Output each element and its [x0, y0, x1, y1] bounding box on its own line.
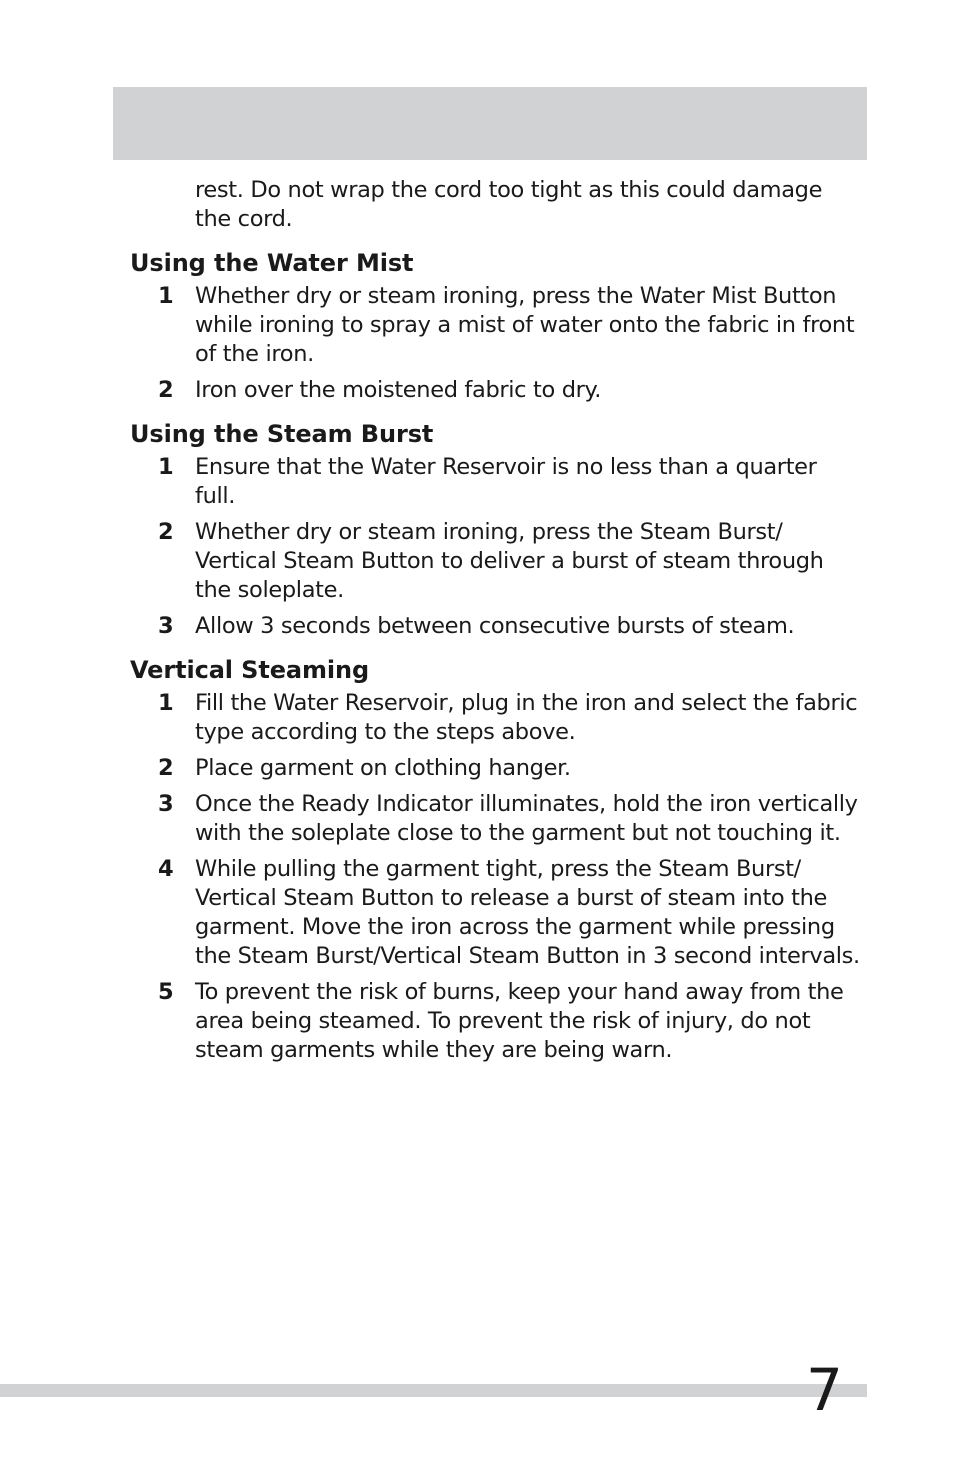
step-item: [130, 978, 860, 1065]
page-number: 7: [806, 1356, 843, 1424]
steps-water-mist: [130, 282, 860, 405]
step-text: Fill the Water Reservoir, plug in the iron and select the fabric type according to the steps above.: [195, 690, 858, 745]
step-number: 2: [158, 377, 174, 403]
step-item: [130, 855, 860, 971]
step-item: [130, 282, 860, 369]
step-text: Once the Ready Indicator illuminates, hold the iron vertically with the soleplate close to the garment but not touching it.: [195, 791, 858, 846]
section-title-water-mist: Using the Water Mist: [130, 249, 414, 277]
step-number: 1: [158, 690, 174, 716]
step-text: Iron over the moistened fabric to dry.: [195, 377, 602, 403]
steps-vertical-steaming: [130, 689, 860, 1065]
step-number: 2: [158, 755, 174, 781]
step-text: To prevent the risk of burns, keep your hand away from the area being steamed. To prevent the risk of injury, do not steam garments while they are being warn.: [195, 979, 844, 1063]
step-item: [130, 689, 860, 747]
step-text: Place garment on clothing hanger.: [195, 755, 571, 781]
step-number: 1: [158, 454, 174, 480]
step-text: Allow 3 seconds between consecutive bursts of steam.: [195, 613, 795, 639]
step-text: Whether dry or steam ironing, press the Steam Burst/ Vertical Steam Button to deliver a burst of steam through the soleplate.: [195, 519, 824, 603]
step-number: 1: [158, 283, 174, 309]
step-text: While pulling the garment tight, press the Steam Burst/ Vertical Steam Button to release a burst of steam into the garment. Move the iron across the garment while pressing the Steam Burst/Vertical Steam Button in 3 second intervals.: [195, 856, 860, 969]
footer-rule: [0, 1384, 867, 1397]
step-text: Ensure that the Water Reservoir is no less than a quarter full.: [195, 454, 817, 509]
step-number: 3: [158, 613, 174, 639]
steps-steam-burst: [130, 453, 860, 641]
step-text: Whether dry or steam ironing, press the Water Mist Button while ironing to spray a mist of water onto the fabric in front of the iron.: [195, 283, 855, 367]
page-content: [130, 176, 860, 1072]
step-number: 5: [158, 979, 174, 1005]
continuation-text: rest. Do not wrap the cord too tight as this could damage the cord.: [195, 177, 823, 232]
step-item: [130, 453, 860, 511]
step-item: [130, 612, 860, 641]
step-number: 2: [158, 519, 174, 545]
step-item: [130, 754, 860, 783]
header-band: [113, 87, 867, 160]
step-number: 3: [158, 791, 174, 817]
section-title-vertical-steaming: Vertical Steaming: [130, 656, 370, 684]
step-number: 4: [158, 856, 174, 882]
section-title-steam-burst: Using the Steam Burst: [130, 420, 434, 448]
step-item: [130, 376, 860, 405]
step-item: [130, 790, 860, 848]
step-item: [130, 518, 860, 605]
